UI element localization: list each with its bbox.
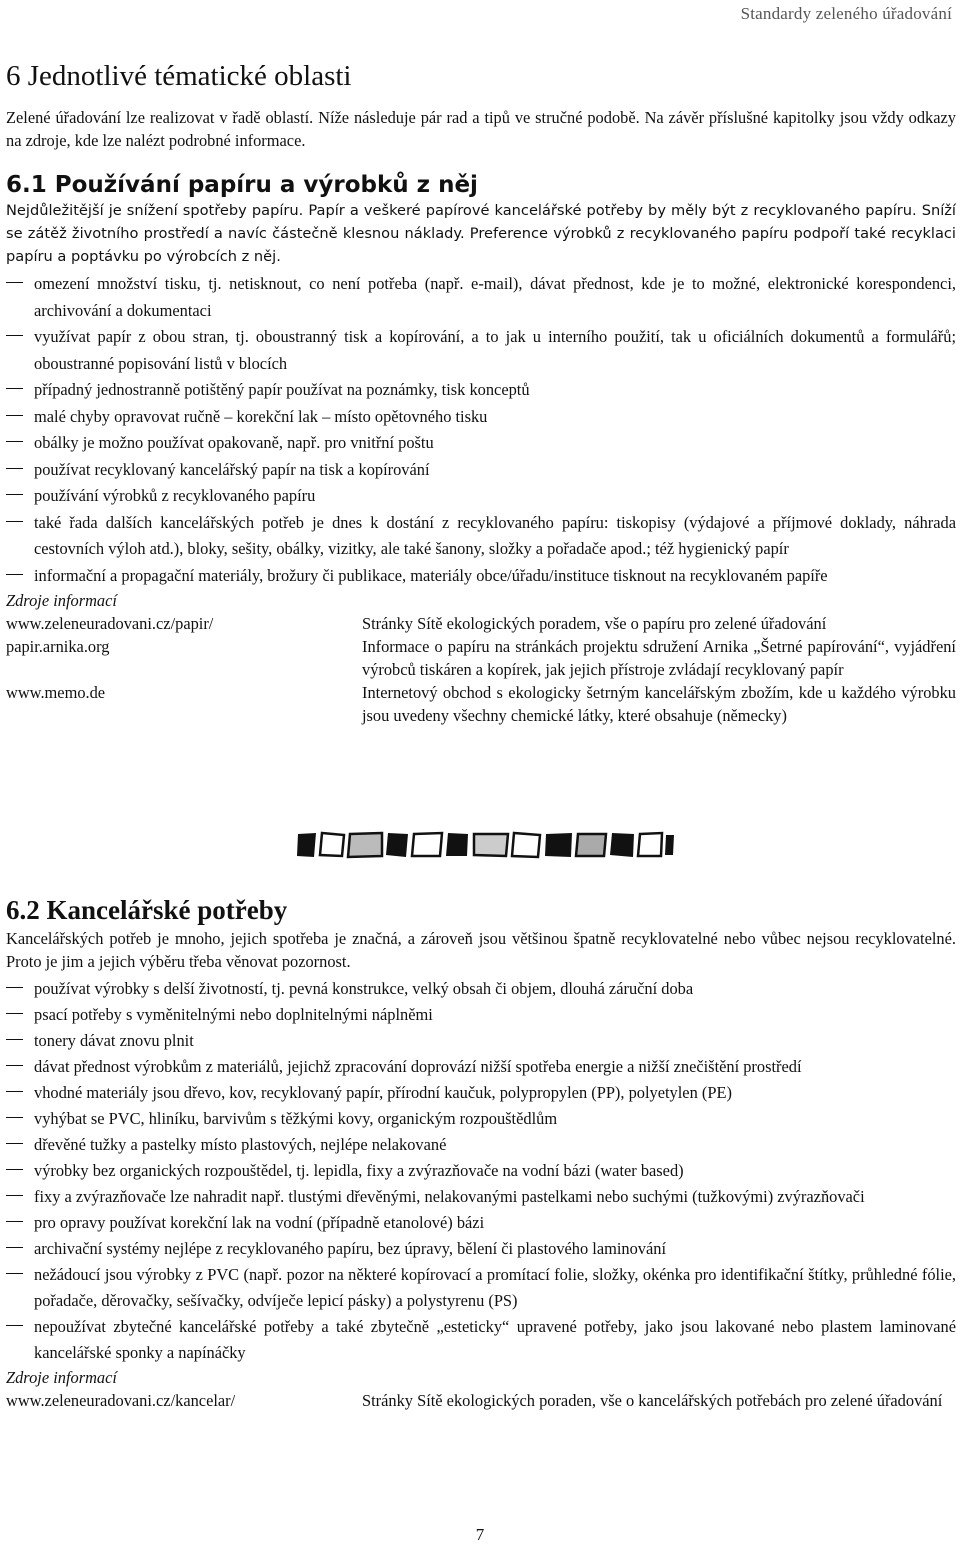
running-header: Standardy zeleného úřadování	[740, 4, 952, 23]
list-item: dávat přednost výrobkům z materiálů, jejichž zpracování doprovází nižší spotřeba energie a nižší znečištění prostředí	[6, 1054, 956, 1080]
list-item: případný jednostranně potištěný papír používat na poznámky, tisk konceptů	[6, 377, 956, 404]
list-item: používat výrobky s delší životností, tj. pevná konstrukce, velký obsah či objem, dlouhá záruční doba	[6, 976, 956, 1002]
source-link[interactable]: www.memo.de	[6, 683, 106, 702]
source-link[interactable]: papir.arnika.org	[6, 637, 110, 656]
list-item: malé chyby opravovat ručně – korekční lak – místo opětovného tisku	[6, 404, 956, 431]
list-item: nepoužívat zbytečné kancelářské potřeby a také zbytečně „esteticky“ upravené potřeby, jako jsou lakované nebo plastem laminované kancelářské sponky a napínáčky	[6, 1314, 956, 1366]
paper-tips-list	[6, 271, 956, 589]
list-item: obálky je možno používat opakovaně, např. pro vnitřní poštu	[6, 430, 956, 457]
source-row	[6, 681, 956, 727]
page-number: 7	[475, 1525, 485, 1544]
source-description: Informace o papíru na stránkách projektu sdružení Arnika „Šetrné papírování“, vyjádření výrobců tiskáren a kopírek, jak jejich přístroje zvládají recyklovaný papír	[362, 637, 956, 679]
list-item: také řada dalších kancelářských potřeb je dnes k dostání z recyklovaného papíru: tiskopisy (výdajové a příjmové doklady, náhrada cestovních výloh atd.), bloky, sešity, obálky, vizitky, ale také šanony, složky a pořadače apod.; též hygienický papír	[6, 510, 956, 563]
section-title: 6.1 Používání papíru a výrobků z něj	[6, 172, 478, 198]
list-item: tonery dávat znovu plnit	[6, 1028, 956, 1054]
chapter-intro: Zelené úřadování lze realizovat v řadě oblastí. Níže následuje pár rad a tipů ve stručné podobě. Na závěr příslušné kapitolky jsou vždy odkazy na zdroje, kde lze nalézt podrobné informace.	[6, 108, 956, 150]
list-item: vhodné materiály jsou dřevo, kov, recyklovaný papír, přírodní kaučuk, polypropylen (PP), polyetylen (PE)	[6, 1080, 956, 1106]
list-item: pro opravy používat korekční lak na vodní (případně etanolové) bázi	[6, 1210, 956, 1236]
source-row	[6, 1389, 956, 1412]
office-supplies-list	[6, 976, 956, 1366]
section-intro: Kancelářských potřeb je mnoho, jejich spotřeba je značná, a zároveň jsou většinou špatně recyklovatelné nebo vůbec nejsou recyklovatelné. Proto je jim a jejich výběru třeba věnovat pozornost.	[6, 929, 956, 971]
section-body	[6, 927, 956, 1412]
source-row	[6, 635, 956, 681]
source-description: Stránky Sítě ekologických poraden, vše o kancelářských potřebách pro zelené úřadování	[362, 1391, 943, 1410]
source-description: Internetový obchod s ekologicky šetrným kancelářským zbožím, kde u každého výrobku jsou uvedeny všechny chemické látky, které obsahuje (německy)	[362, 683, 956, 725]
source-link[interactable]: www.zeleneuradovani.cz/papir/	[6, 614, 214, 633]
chapter-title: 6 Jednotlivé tématické oblasti	[6, 60, 352, 92]
sources-title: Zdroje informací	[6, 1368, 117, 1387]
list-item: archivační systémy nejlépe z recyklovaného papíru, bez úpravy, bělení či plastového laminování	[6, 1236, 956, 1262]
section-intro: Nejdůležitější je snížení spotřeby papíru. Papír a veškeré papírové kancelářské potřeby by měly být z recyklovaného papíru. Sníží se zátěž životního prostředí a navíc částečně klesnou náklady. Preference výrobků z recyklovaného papíru podpoří také recyklaci papíru a poptávku po výrobcích z něj.	[6, 202, 956, 265]
sources-title: Zdroje informací	[6, 591, 117, 610]
section-title: 6.2 Kancelářské potřeby	[6, 895, 288, 925]
list-item: dřevěné tužky a pastelky místo plastových, nejlépe nelakované	[6, 1132, 956, 1158]
list-item: nežádoucí jsou výrobky z PVC (např. pozor na některé kopírovací a promítací folie, složky, okénka pro identifikační štítky, průhledné fólie, pořadače, děrovačky, sešívačky, odvíječe lepicí pásky) a polystyrenu (PS)	[6, 1262, 956, 1314]
list-item: používání výrobků z recyklovaného papíru	[6, 483, 956, 510]
list-item: využívat papír z obou stran, tj. oboustranný tisk a kopírování, a to jak u interního použití, tak u oficiálních dokumentů a formulářů; oboustranné popisování listů v blocích	[6, 324, 956, 377]
source-row	[6, 612, 956, 635]
list-item: psací potřeby s vyměnitelnými nebo doplnitelnými náplněmi	[6, 1002, 956, 1028]
source-description: Stránky Sítě ekologických poradem, vše o papíru pro zelené úřadování	[362, 614, 827, 633]
list-item: používat recyklovaný kancelářský papír na tisk a kopírování	[6, 457, 956, 484]
list-item: informační a propagační materiály, brožury či publikace, materiály obce/úřadu/instituce tisknout na recyklovaném papíře	[6, 563, 956, 590]
source-link[interactable]: www.zeleneuradovani.cz/kancelar/	[6, 1391, 236, 1410]
section-body	[6, 199, 956, 727]
list-item: omezení množství tisku, tj. netisknout, co není potřeba (např. e-mail), dávat přednost, kde je to možné, elektronické korespondenci, archivování a dokumentaci	[6, 271, 956, 324]
list-item: vyhýbat se PVC, hliníku, barvivům s těžkými kovy, organickým rozpouštědlům	[6, 1106, 956, 1132]
stone-divider-ornament	[296, 830, 676, 860]
list-item: výrobky bez organických rozpouštědel, tj. lepidla, fixy a zvýrazňovače na vodní bázi (water based)	[6, 1158, 956, 1184]
list-item: fixy a zvýrazňovače lze nahradit např. tlustými dřevěnými, nelakovanými pastelkami nebo suchými (tužkovými) zvýrazňovači	[6, 1184, 956, 1210]
